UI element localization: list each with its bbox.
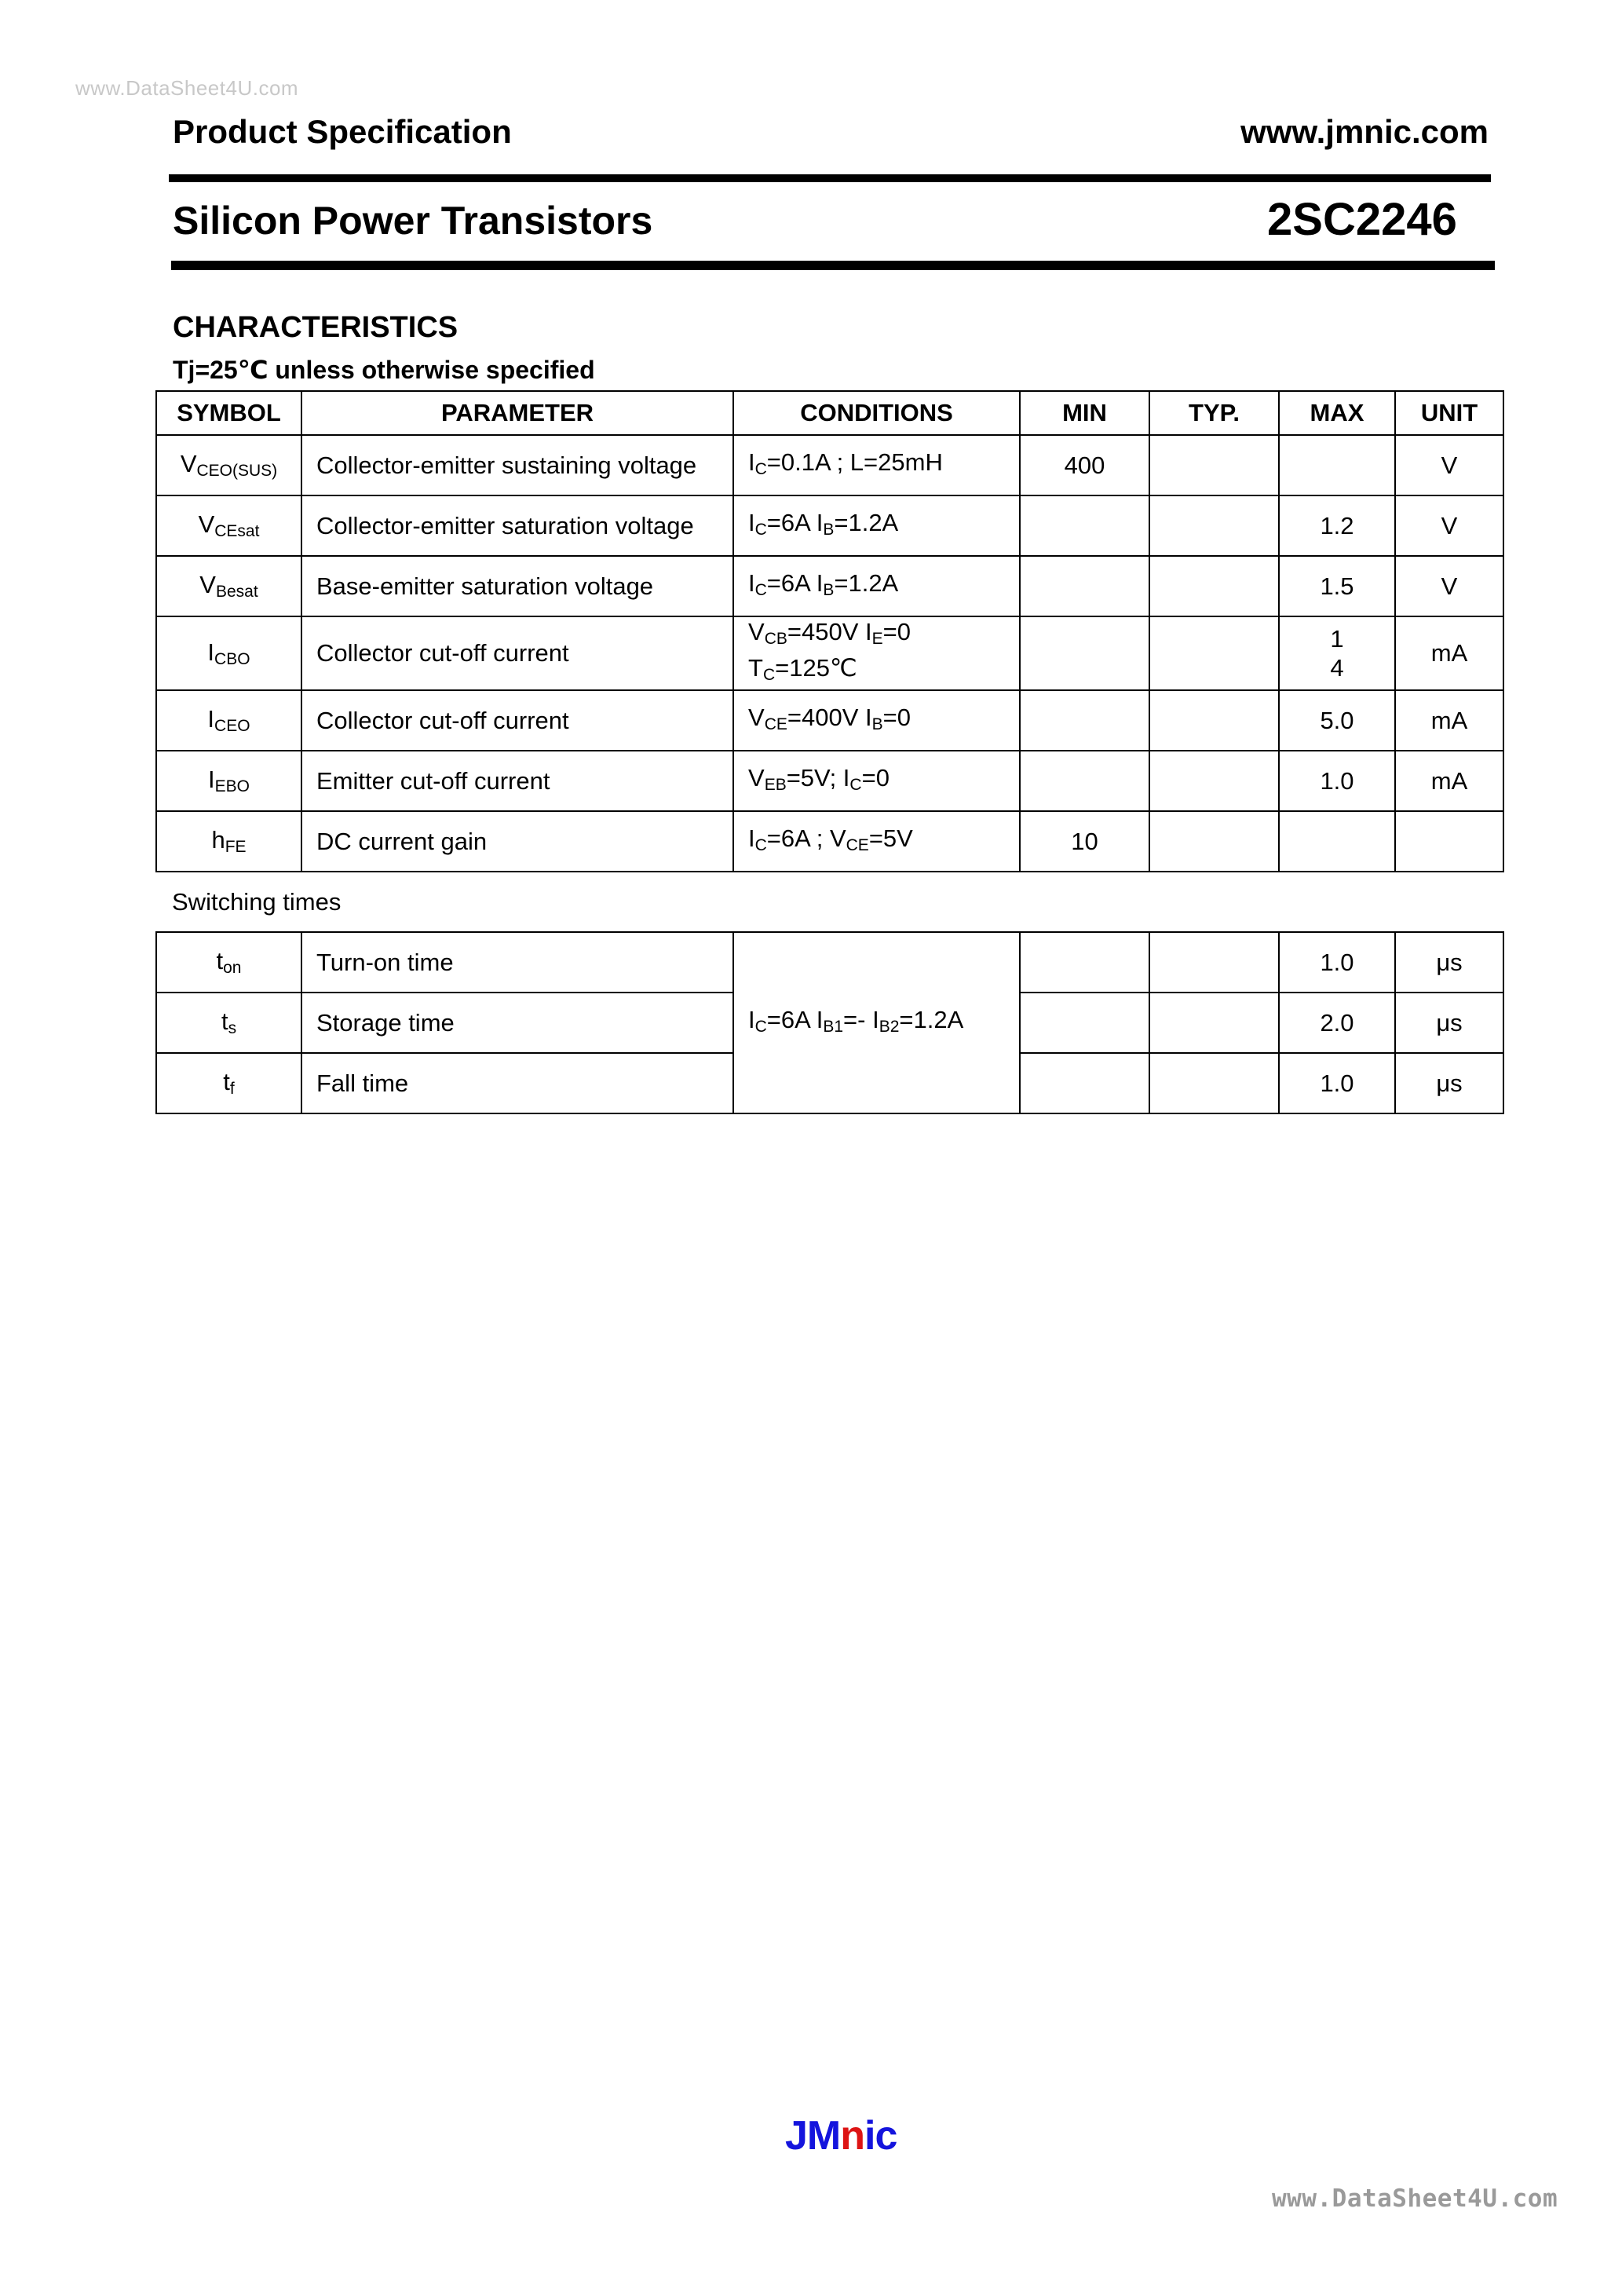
- max-cell: 1.2: [1279, 495, 1395, 556]
- symbol-cell: $h_{FE}$: [156, 811, 301, 872]
- typ-cell: [1149, 993, 1279, 1053]
- parameter-cell: Collector-emitter sustaining voltage: [301, 435, 733, 495]
- min-cell: [1020, 495, 1149, 556]
- part-number: 2SC2246: [1267, 194, 1457, 245]
- title-rule: [171, 261, 1495, 270]
- col-header-min: MIN: [1020, 391, 1149, 435]
- conditions-cell: $V_{CE}=400V$ $I_B=0$: [733, 690, 1020, 751]
- max-cell: 1.5: [1279, 556, 1395, 616]
- test-condition-note: Tj=25℃ unless otherwise specified: [173, 356, 595, 384]
- max-cell: 1.0: [1279, 932, 1395, 993]
- unit-cell: μs: [1395, 993, 1503, 1053]
- symbol-cell: $I_{CEO}$: [156, 690, 301, 751]
- min-cell: 10: [1020, 811, 1149, 872]
- table-row: [156, 751, 1503, 811]
- typ-cell: [1149, 932, 1279, 993]
- typ-cell: [1149, 690, 1279, 751]
- watermark-bottom: www.DataSheet4U.com: [1272, 2184, 1558, 2213]
- typ-cell: [1149, 751, 1279, 811]
- parameter-cell: Collector cut-off current: [301, 616, 733, 690]
- conditions-cell: $I_C=6A$ $I_B=1.2A$: [733, 556, 1020, 616]
- section-title: CHARACTERISTICS: [173, 311, 458, 344]
- col-header-symbol: SYMBOL: [156, 391, 301, 435]
- max-cell: 1.0: [1279, 751, 1395, 811]
- header-product-specification: Product Specification: [173, 113, 512, 150]
- symbol-cell: $V_{CEsat}$: [156, 495, 301, 556]
- conditions-cell: $I_C=6A$ ; $V_{CE}=5V$: [733, 811, 1020, 872]
- symbol-cell: $t_s$: [156, 993, 301, 1053]
- conditions-cell: $I_C=0.1A$ ; L=25mH: [733, 435, 1020, 495]
- unit-cell: V: [1395, 495, 1503, 556]
- col-header-parameter: PARAMETER: [301, 391, 733, 435]
- col-header-max: MAX: [1279, 391, 1395, 435]
- parameter-cell: Fall time: [301, 1053, 733, 1113]
- table-row: [156, 690, 1503, 751]
- parameter-cell: Emitter cut-off current: [301, 751, 733, 811]
- typ-cell: [1149, 435, 1279, 495]
- parameter-cell: DC current gain: [301, 811, 733, 872]
- header-website[interactable]: www.jmnic.com: [1240, 113, 1489, 150]
- unit-cell: V: [1395, 435, 1503, 495]
- min-cell: [1020, 690, 1149, 751]
- unit-cell: [1395, 811, 1503, 872]
- max-cell: 5.0: [1279, 690, 1395, 751]
- table-row: [156, 435, 1503, 495]
- unit-cell: μs: [1395, 1053, 1503, 1113]
- typ-cell: [1149, 811, 1279, 872]
- max-cell: [1279, 435, 1395, 495]
- typ-cell: [1149, 616, 1279, 690]
- min-cell: 400: [1020, 435, 1149, 495]
- max-cell: 2.0: [1279, 993, 1395, 1053]
- table-row: [156, 616, 1503, 690]
- unit-cell: mA: [1395, 616, 1503, 690]
- watermark-top: www.DataSheet4U.com: [75, 76, 299, 100]
- jmnic-logo: JMnic: [785, 2113, 897, 2159]
- min-cell: [1020, 1053, 1149, 1113]
- parameter-cell: Collector-emitter saturation voltage: [301, 495, 733, 556]
- header-rule: [169, 174, 1491, 182]
- col-header-conditions: CONDITIONS: [733, 391, 1020, 435]
- table-header-row: [156, 391, 1503, 435]
- symbol-cell: $t_{on}$: [156, 932, 301, 993]
- typ-cell: [1149, 1053, 1279, 1113]
- symbol-cell: $I_{CBO}$: [156, 616, 301, 690]
- typ-cell: [1149, 495, 1279, 556]
- unit-cell: μs: [1395, 932, 1503, 993]
- switching-conditions-cell: $I_C=6A$ $I_{B1}=-$ $I_{B2}=1.2A$: [733, 932, 1020, 1113]
- parameter-cell: Storage time: [301, 993, 733, 1053]
- min-cell: [1020, 556, 1149, 616]
- unit-cell: mA: [1395, 690, 1503, 751]
- max-cell: [1279, 811, 1395, 872]
- document-title: Silicon Power Transistors: [173, 199, 653, 243]
- table-row: [156, 495, 1503, 556]
- typ-cell: [1149, 556, 1279, 616]
- min-cell: [1020, 932, 1149, 993]
- min-cell: [1020, 616, 1149, 690]
- max-cell: 1.0: [1279, 1053, 1395, 1113]
- parameter-cell: Collector cut-off current: [301, 690, 733, 751]
- switching-times-label: Switching times: [156, 872, 1503, 932]
- conditions-cell: $V_{EB}=5V$; $I_C=0$: [733, 751, 1020, 811]
- switching-times-row: [156, 872, 1503, 932]
- col-header-typ: TYP.: [1149, 391, 1279, 435]
- min-cell: [1020, 993, 1149, 1053]
- table-row: [156, 811, 1503, 872]
- unit-cell: mA: [1395, 751, 1503, 811]
- unit-cell: V: [1395, 556, 1503, 616]
- symbol-cell: $V_{CEO(SUS)}$: [156, 435, 301, 495]
- min-cell: [1020, 751, 1149, 811]
- symbol-cell: $t_f$: [156, 1053, 301, 1113]
- table-row: [156, 932, 1503, 993]
- col-header-unit: UNIT: [1395, 391, 1503, 435]
- symbol-cell: $I_{EBO}$: [156, 751, 301, 811]
- conditions-cell: $I_C=6A$ $I_B=1.2A$: [733, 495, 1020, 556]
- table-row: [156, 556, 1503, 616]
- max-cell: 1 4: [1279, 616, 1395, 690]
- symbol-cell: $V_{Besat}$: [156, 556, 301, 616]
- parameter-cell: Turn-on time: [301, 932, 733, 993]
- parameter-cell: Base-emitter saturation voltage: [301, 556, 733, 616]
- characteristics-table: [155, 390, 1504, 1114]
- conditions-cell: $V_{CB}=450V$ $I_E=0$ $T_C=125℃$: [733, 616, 1020, 690]
